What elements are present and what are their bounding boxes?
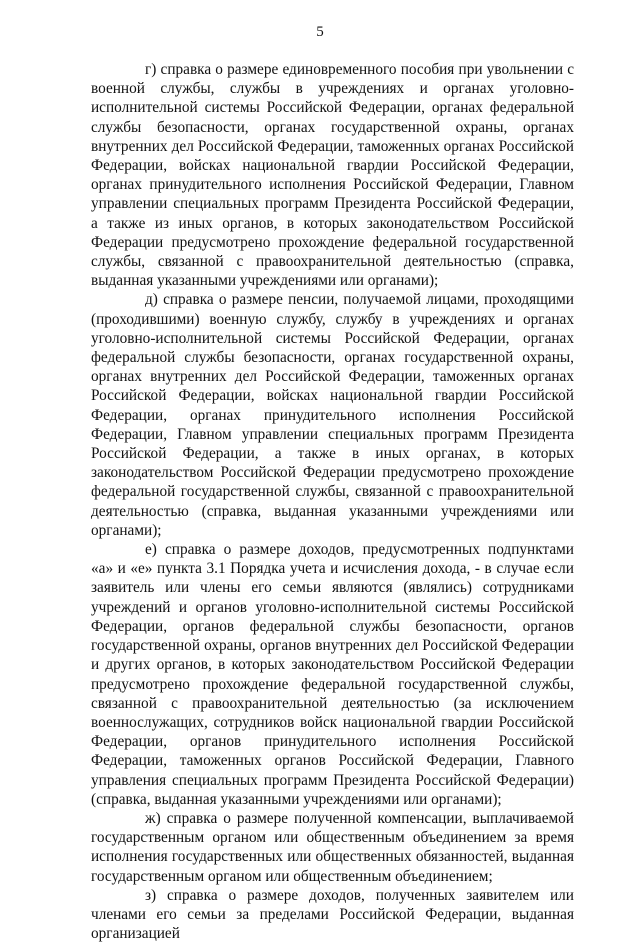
document-body xyxy=(91,60,574,943)
paragraph-zh: ж) справка о размере полученной компенсации, выплачиваемой государственным органом или общественным объединением за время исполнения государственных или общественных обязанностей, выданная государственным органом или общественным объединением; xyxy=(91,809,574,885)
page-number: 5 xyxy=(316,24,324,40)
paragraph-g: г) справка о размере единовременного пособия при увольнении с военной службы, службы в учреждениях и органах уголовно-исполнительной системы Российской Федерации, органах федеральной службы безопасности, органах государственной охраны, органах внутренних дел Российской Федерации, таможенных органах Российской Федерации, войсках национальной гвардии Российской Федерации, органах принудительного исполнения Российской Федерации, Главном управлении специальных программ Президента Российской Федерации, а также из иных органов, в которых законодательством Российской Федерации предусмотрено прохождение федеральной государственной службы, связанной с правоохранительной деятельностью (справка, выданная указанными учреждениями или органами); xyxy=(91,61,574,290)
paragraph-e: е) справка о размере доходов, предусмотренных подпунктами «а» и «е» пункта 3.1 Порядка учета и исчисления дохода, - в случае если заявитель или члены его семьи являются (являлись) сотрудниками учреждений и органов уголовно-исполнительной системы Российской Федерации, органов федеральной службы безопасности, органов государственной охраны, органов внутренних дел Российской Федерации и других органов, в которых законодательством Российской Федерации предусмотрено прохождение федеральной государственной службы, связанной с правоохранительной деятельностью (за исключением военнослужащих, сотрудников войск национальной гвардии Российской Федерации, органов принудительного исполнения Российской Федерации, таможенных органов Российской Федерации, Главного управления специальных программ Президента Российской Федерации) (справка, выданная указанными учреждениями или органами); xyxy=(91,541,574,808)
paragraph-d: д) справка о размере пенсии, получаемой лицами, проходящими (проходившими) военную службу, службу в учреждениях и органах уголовно-исполнительной системы Российской Федерации, органах федеральной службы безопасности, органах государственной охраны, органах внутренних дел Российской Федерации, таможенных органах Российской Федерации, войсках национальной гвардии Российской Федерации, органах принудительного исполнения Российской Федерации, Главном управлении специальных программ Президента Российской Федерации, а также в иных органах, в которых законодательством Российской Федерации предусмотрено прохождение федеральной государственной службы, связанной с правоохранительной деятельностью (справка, выданная указанными учреждениями или органами); xyxy=(91,291,574,539)
paragraph-z: з) справка о размере доходов, полученных заявителем или членами его семьи за пределами Российской Федерации, выданная организацией xyxy=(91,886,574,943)
